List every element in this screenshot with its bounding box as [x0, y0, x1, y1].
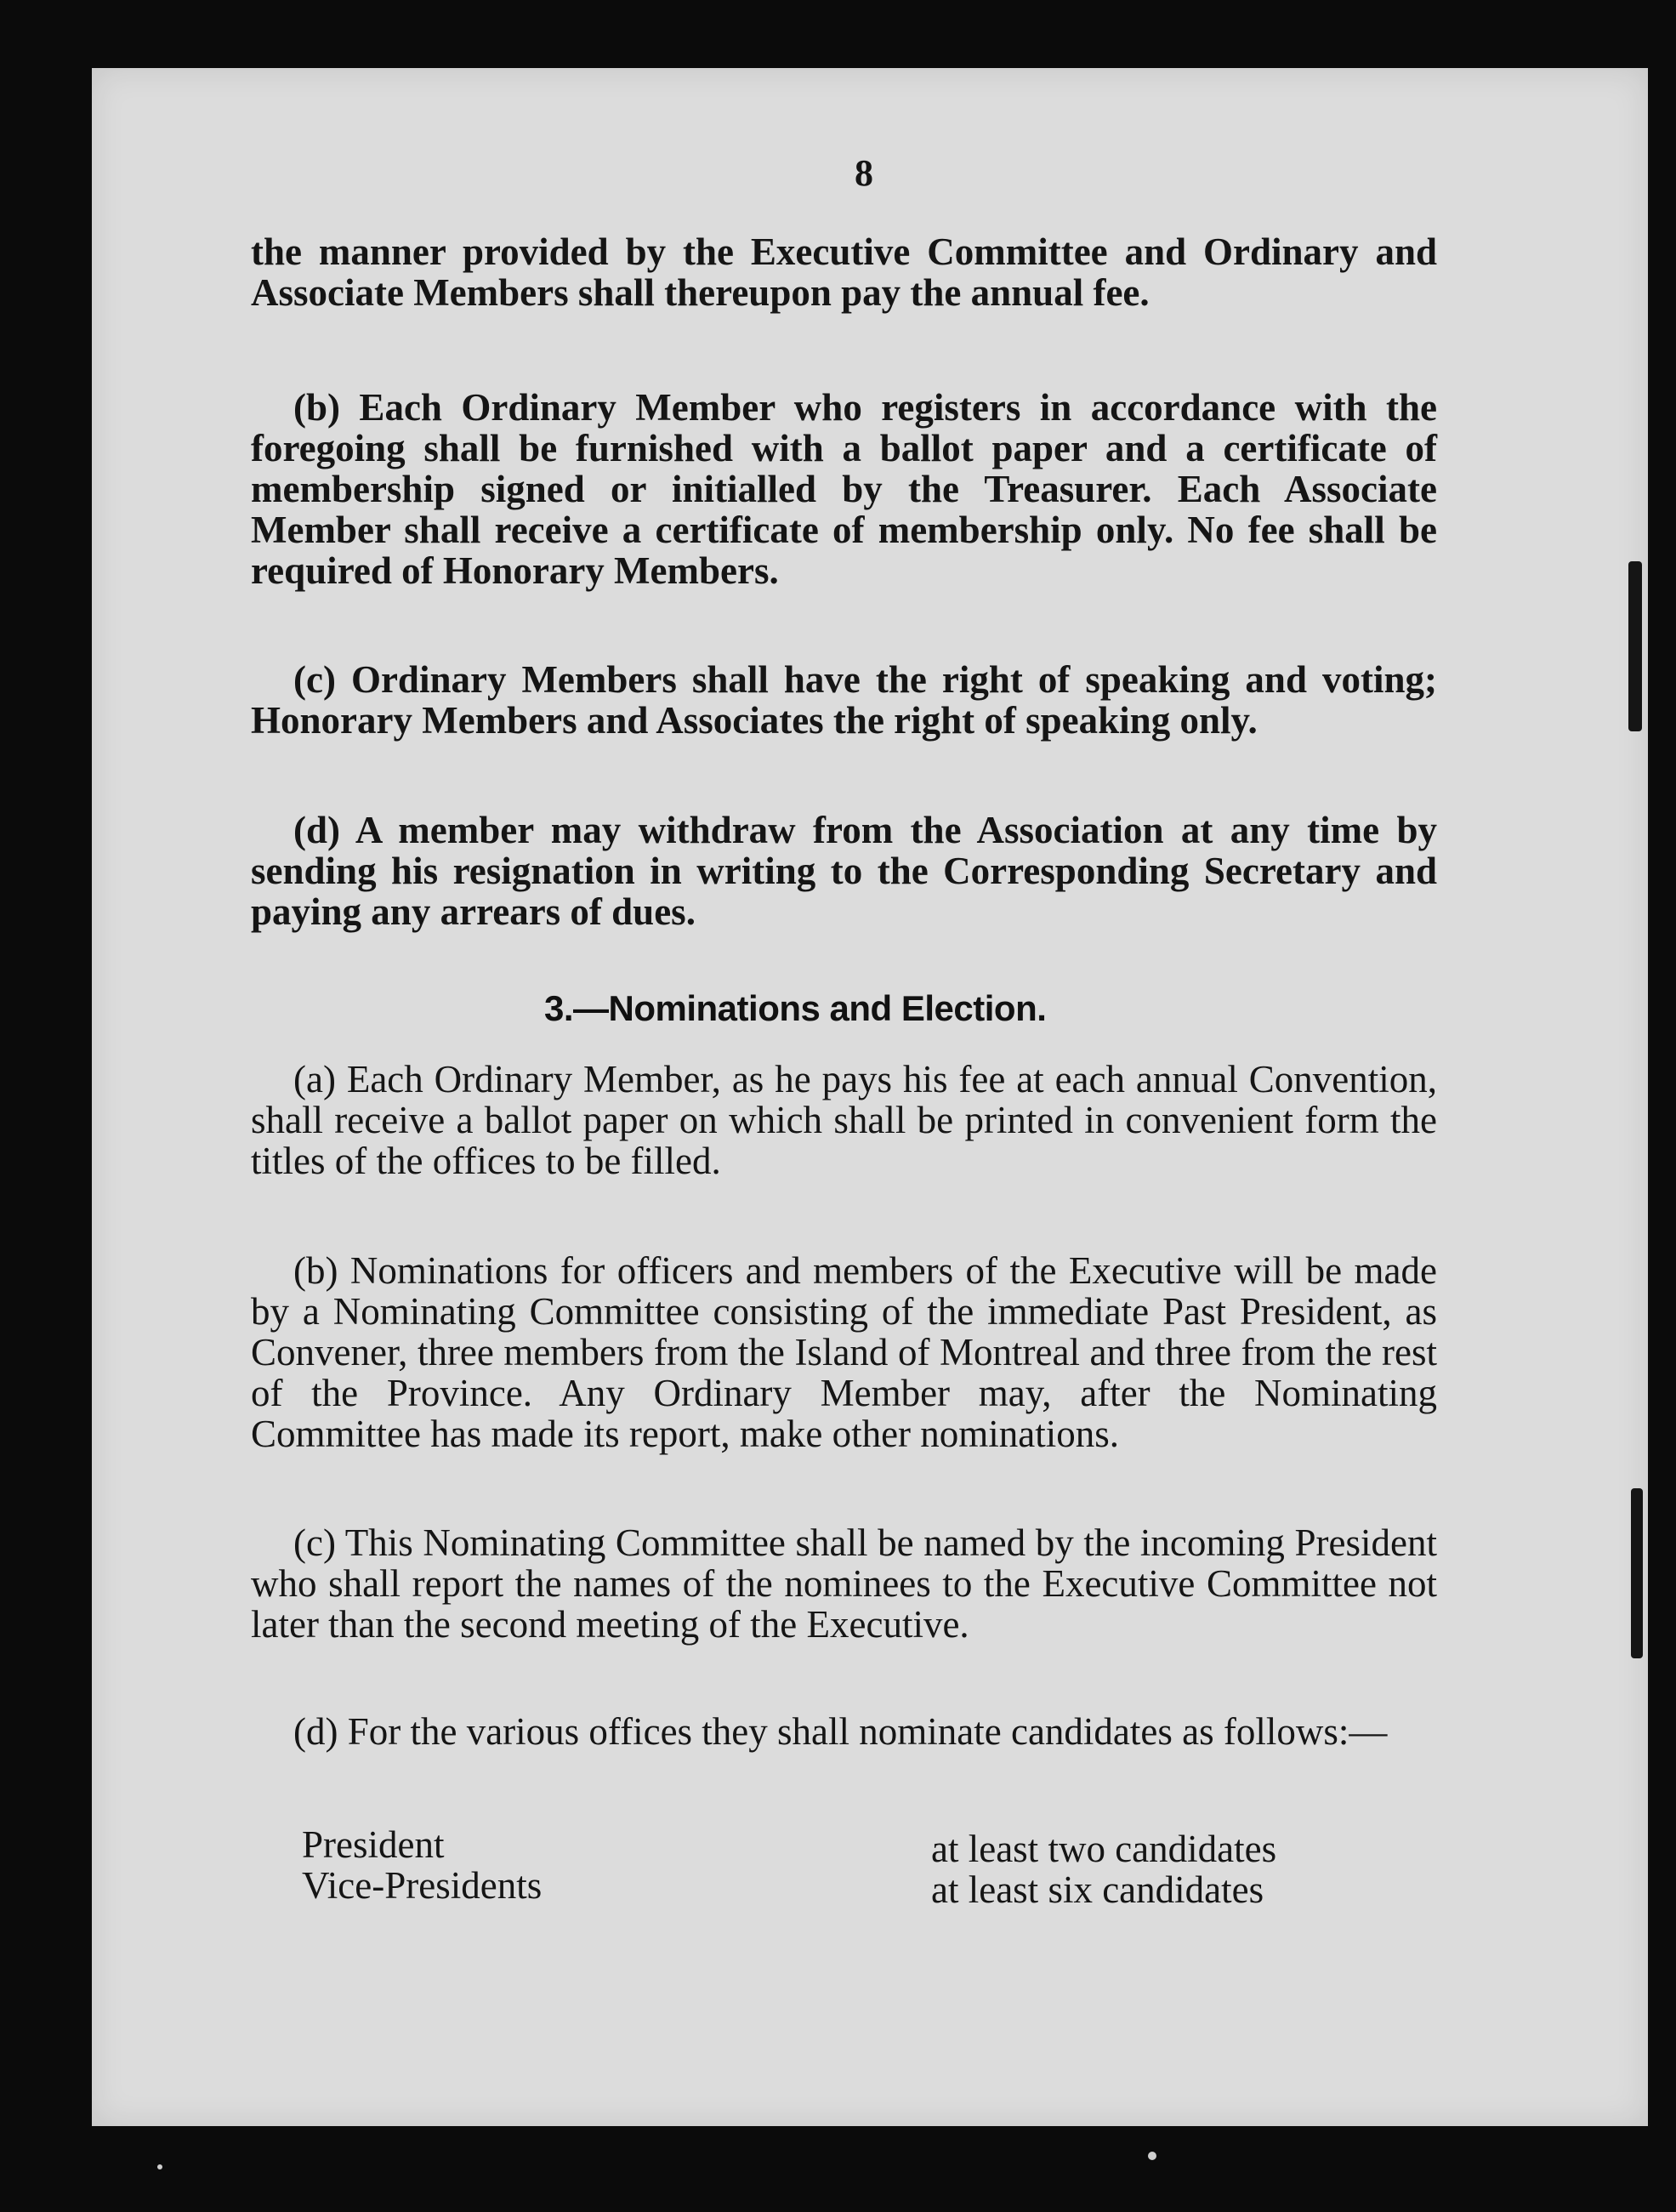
- paragraph-2d: (d) A member may withdraw from the Association at any time by sending his resignation in writing to the Corresponding Secretary and paying any arrears of dues.: [251, 809, 1437, 933]
- paragraph-2b: (b) Each Ordinary Member who registers in accordance with the foregoing shall be furnished with a ballot paper and a certificate of membership signed or initialled by the Treasurer. Each Associate Member shall receive a certificate of membership only. No fee shall be required of Honorary Members.: [251, 386, 1437, 592]
- paragraph-3c: (c) This Nominating Committee shall be named by the incoming President who shall report the names of the nominees to the Executive Committee not later than the second meeting of the Executive.: [251, 1521, 1437, 1646]
- binding-mark: [1631, 1488, 1643, 1658]
- paragraph-3a: (a) Each Ordinary Member, as he pays his fee at each annual Convention, shall receive a ballot paper on which shall be printed in convenient form the titles of the offices to be filled.: [251, 1058, 1437, 1182]
- section-heading: 3.—Nominations and Election.: [544, 988, 1047, 1028]
- office-name: President: [302, 1823, 445, 1866]
- paragraph-3b: (b) Nominations for officers and members of the Executive will be made by a Nominating Committee consisting of the immediate Past President, as Convener, three members from the Island of Montreal and three from the rest of the Province. Any Ordinary Member may, after the Nominating Committee has made its report, make other nominations.: [251, 1249, 1437, 1455]
- page-number: 8: [855, 152, 873, 194]
- scan-speck: [1148, 2152, 1156, 2160]
- office-name: Vice-Presidents: [302, 1864, 543, 1907]
- paragraph-3d: (d) For the various offices they shall nominate candidates as follows:—: [293, 1710, 1388, 1753]
- office-requirement: at least six candidates: [931, 1868, 1264, 1911]
- binding-mark: [1628, 561, 1642, 731]
- paragraph-2c: (c) Ordinary Members shall have the right of speaking and voting; Honorary Members and Associates the right of speaking only.: [251, 658, 1437, 742]
- paragraph-continuation: the manner provided by the Executive Committee and Ordinary and Associate Members shall thereupon pay the annual fee.: [251, 230, 1437, 314]
- scan-speck: [157, 2164, 162, 2169]
- office-requirement: at least two candidates: [931, 1828, 1277, 1870]
